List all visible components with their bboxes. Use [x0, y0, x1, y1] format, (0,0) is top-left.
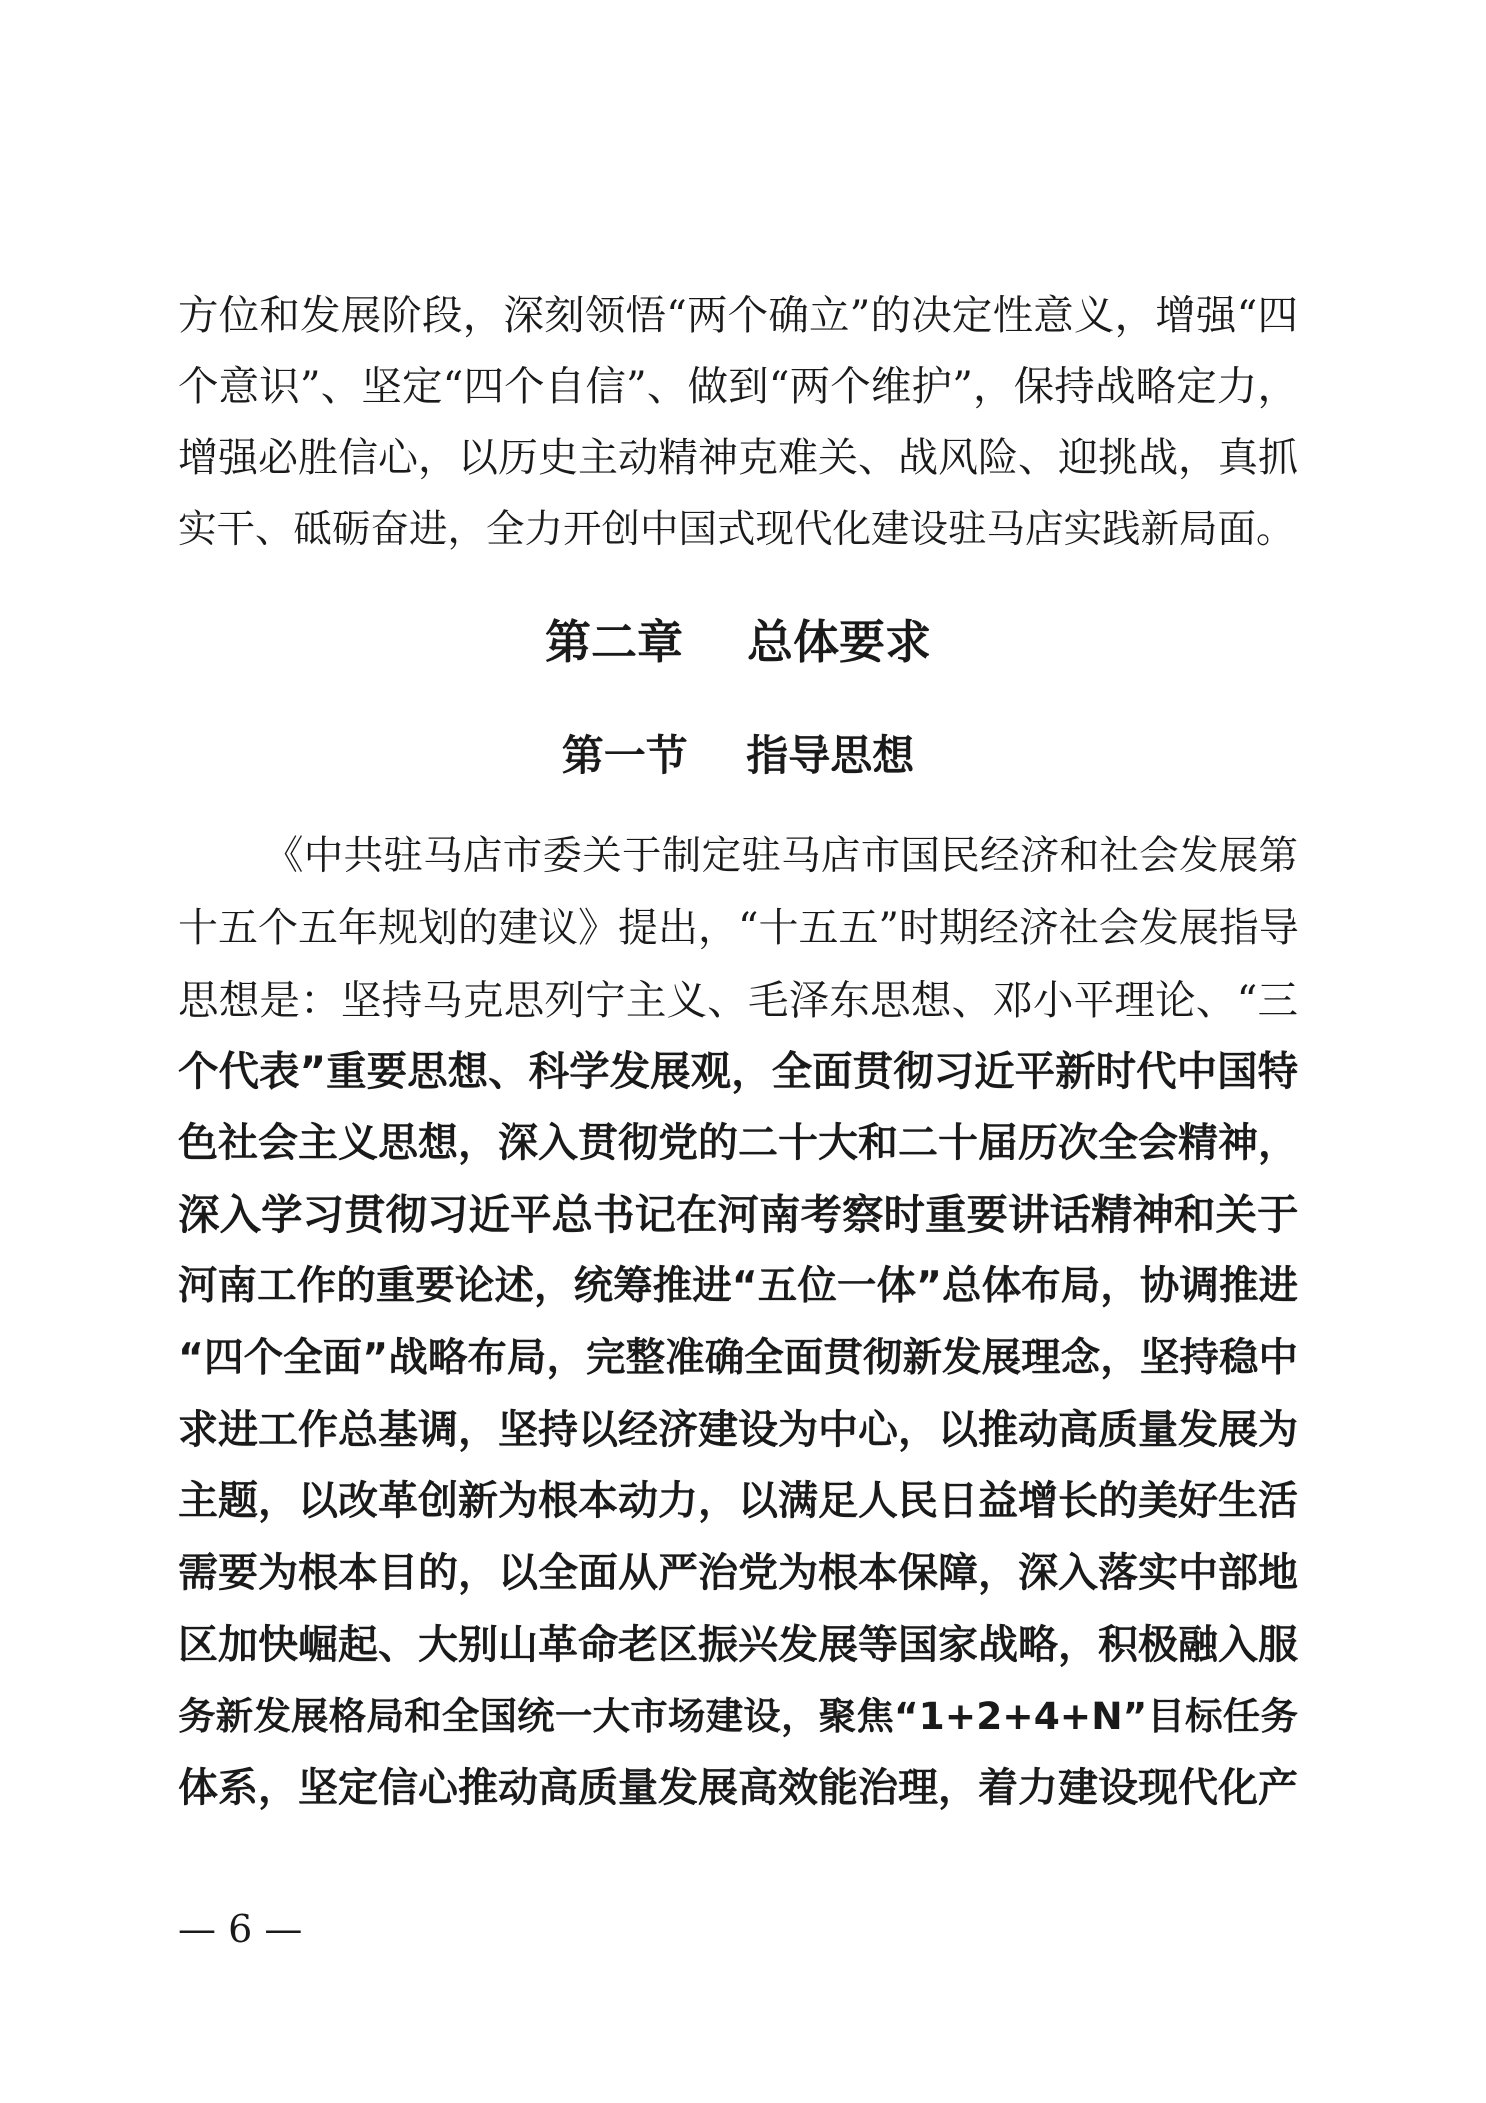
body-line-10: 主题，以改革创新为根本动力，以满足人民日益增长的美好生活	[178, 1478, 1298, 1524]
body-line-2: 十五个五年规划的建议》提出，“十五五”时期经济社会发展指导	[178, 905, 1299, 951]
intro-line-3: 增强必胜信心，以历史主动精神克难关、战风险、迎挑战，真抓	[178, 435, 1298, 481]
body-line-4: 个代表”重要思想、科学发展观，全面贯彻习近平新时代中国特	[178, 1047, 1299, 1095]
page-number: — 6 —	[178, 1907, 303, 1951]
body-line-13: 务新发展格局和全国统一大市场建设，聚焦“1+2+4+N”目标任务	[178, 1694, 1298, 1738]
body-line-14: 体系，坚定信心推动高质量发展高效能治理，着力建设现代化产	[178, 1765, 1298, 1811]
body-line-3: 思想是：坚持马克思列宁主义、毛泽东思想、邓小平理论、“三	[178, 976, 1298, 1024]
body-line-12: 区加快崛起、大别山革命老区振兴发展等国家战略，积极融入服	[178, 1622, 1298, 1668]
chapter-title: 第二章 总体要求	[544, 615, 932, 669]
body-line-6: 深入学习贯彻习近平总书记在河南考察时重要讲话精神和关于	[178, 1190, 1299, 1239]
body-line-11: 需要为根本目的，以全面从严治党为根本保障，深入落实中部地	[178, 1550, 1298, 1596]
body-line-1: 《中共驻马店市委关于制定驻马店市国民经济和社会发展第	[264, 833, 1298, 879]
section-title: 第一节 指导思想	[561, 731, 915, 780]
intro-line-4: 实干、砥砺奋进，全力开创中国式现代化建设驻马店实践新局面。	[178, 507, 1295, 552]
body-line-8: “四个全面”战略布局，完整准确全面贯彻新发展理念，坚持稳中	[178, 1335, 1298, 1381]
intro-line-1: 方位和发展阶段，深刻领悟“两个确立”的决定性意义，增强“四	[178, 291, 1298, 339]
body-line-9: 求进工作总基调，坚持以经济建设为中心，以推动高质量发展为	[178, 1407, 1298, 1453]
body-line-7: 河南工作的重要论述，统筹推进“五位一体”总体布局，协调推进	[178, 1263, 1298, 1309]
intro-line-2: 个意识”、坚定“四个自信”、做到“两个维护”，保持战略定力，	[178, 362, 1298, 410]
body-line-5: 色社会主义思想，深入贯彻党的二十大和二十届历次全会精神，	[178, 1120, 1298, 1166]
